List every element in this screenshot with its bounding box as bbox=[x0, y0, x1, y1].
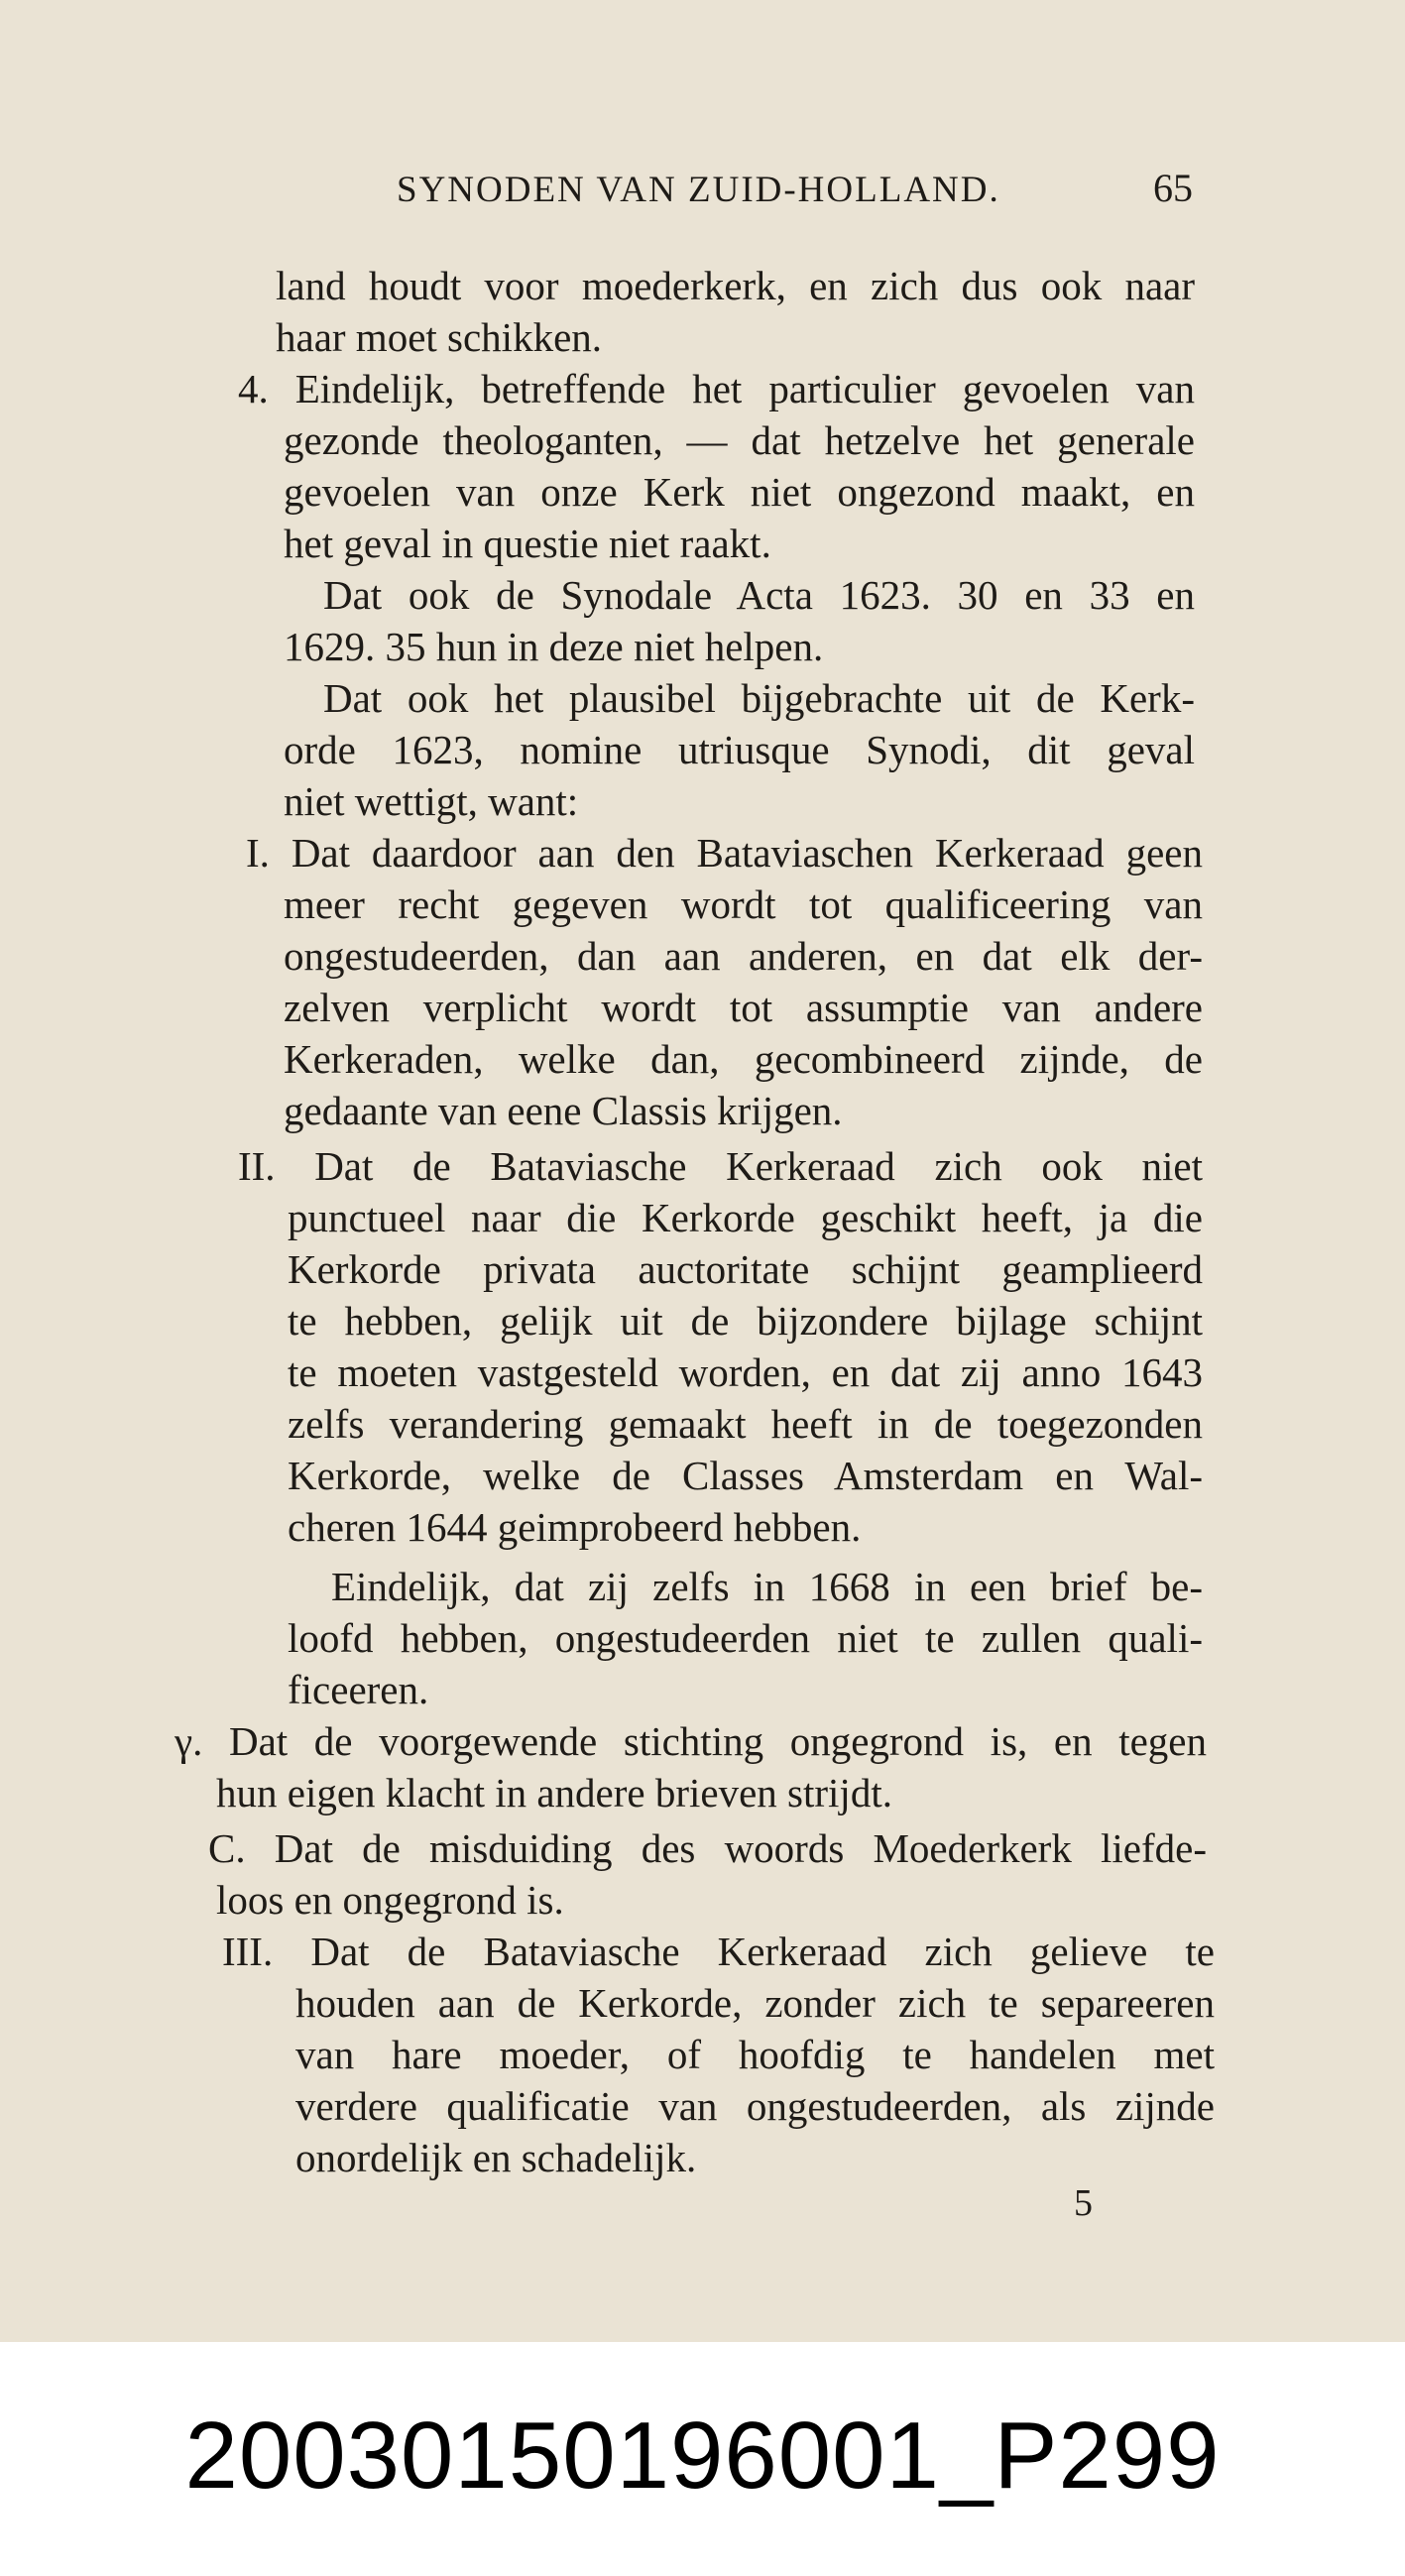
text-line: Kerkeraden, welke dan, gecombineerd zijnde, de bbox=[284, 1036, 1203, 1082]
text-line: loos en ongegrond is. bbox=[216, 1877, 564, 1923]
text-line: houden aan de Kerkorde, zonder zich te separeeren bbox=[295, 1980, 1215, 2026]
text-line: 1629. 35 hun in deze niet helpen. bbox=[284, 624, 824, 669]
text-line: ongestudeerden, dan aan anderen, en dat elk der- bbox=[284, 933, 1203, 979]
text-line: Eindelijk, dat zij zelfs in 1668 in een brief be- bbox=[331, 1564, 1203, 1609]
page-number: 65 bbox=[1153, 166, 1193, 210]
text-line: orde 1623, nomine utriusque Synodi, dit geval bbox=[284, 727, 1195, 772]
text-line: te moeten vastgesteld worden, en dat zij anno 1643 bbox=[288, 1349, 1203, 1395]
text-line: het geval in questie niet raakt. bbox=[284, 521, 771, 566]
text-line: zelfs verandering gemaakt heeft in de toegezonden bbox=[288, 1401, 1203, 1447]
text-line: onordelijk en schadelijk. bbox=[295, 2135, 697, 2180]
text-line: 4. Eindelijk, betreffende het particulier gevoelen van bbox=[238, 366, 1195, 411]
text-line: meer recht gegeven wordt tot qualificeering van bbox=[284, 881, 1203, 927]
text-line: Dat ook de Synodale Acta 1623. 30 en 33 en bbox=[323, 572, 1195, 618]
text-line: I. Dat daardoor aan den Bataviaschen Kerkeraad geen bbox=[246, 830, 1203, 876]
text-line: te hebben, gelijk uit de bijzondere bijlage schijnt bbox=[288, 1298, 1203, 1344]
scan-label-strip bbox=[0, 2342, 1405, 2576]
text-line: cheren 1644 geimprobeerd hebben. bbox=[288, 1504, 862, 1550]
text-line: III. Dat de Bataviasche Kerkeraad zich gelieve te bbox=[222, 1929, 1215, 1974]
text-line: Kerkorde privata auctoritate schijnt geamplieerd bbox=[288, 1246, 1203, 1292]
scan-label: 20030150196001_P299 bbox=[184, 2402, 1221, 2509]
text-line: γ. Dat de voorgewende stichting ongegrond is, en tegen bbox=[175, 1718, 1207, 1764]
text-line: ficeeren. bbox=[288, 1667, 429, 1712]
text-line: land houdt voor moederkerk, en zich dus ook naar bbox=[276, 263, 1195, 308]
text-line: C. Dat de misduiding des woords Moederkerk liefde- bbox=[208, 1825, 1207, 1871]
signature-mark: 5 bbox=[1074, 2182, 1093, 2224]
text-line: gezonde theologanten, — dat hetzelve het generale bbox=[284, 417, 1195, 463]
text-line: Dat ook het plausibel bijgebrachte uit de Kerk- bbox=[323, 675, 1195, 721]
text-line: gevoelen van onze Kerk niet ongezond maakt, en bbox=[284, 469, 1195, 515]
text-line: II. Dat de Bataviasche Kerkeraad zich ook niet bbox=[238, 1143, 1203, 1189]
text-line: loofd hebben, ongestudeerden niet te zullen quali- bbox=[288, 1615, 1203, 1661]
text-line: gedaante van eene Classis krijgen. bbox=[284, 1088, 843, 1133]
running-header bbox=[0, 166, 1405, 218]
text-line: hun eigen klacht in andere brieven strijdt. bbox=[216, 1770, 892, 1815]
text-line: verdere qualificatie van ongestudeerden, als zijnde bbox=[295, 2083, 1215, 2129]
running-title: SYNODEN VAN ZUID-HOLLAND. bbox=[397, 170, 1000, 210]
text-line: van hare moeder, of hoofdig te handelen met bbox=[295, 2032, 1215, 2077]
text-line: haar moet schikken. bbox=[276, 314, 603, 360]
text-line: zelven verplicht wordt tot assumptie van andere bbox=[284, 985, 1203, 1030]
text-line: punctueel naar die Kerkorde geschikt heeft, ja die bbox=[288, 1195, 1203, 1240]
text-line: Kerkorde, welke de Classes Amsterdam en Wal- bbox=[288, 1453, 1203, 1498]
text-line: niet wettigt, want: bbox=[284, 778, 579, 824]
